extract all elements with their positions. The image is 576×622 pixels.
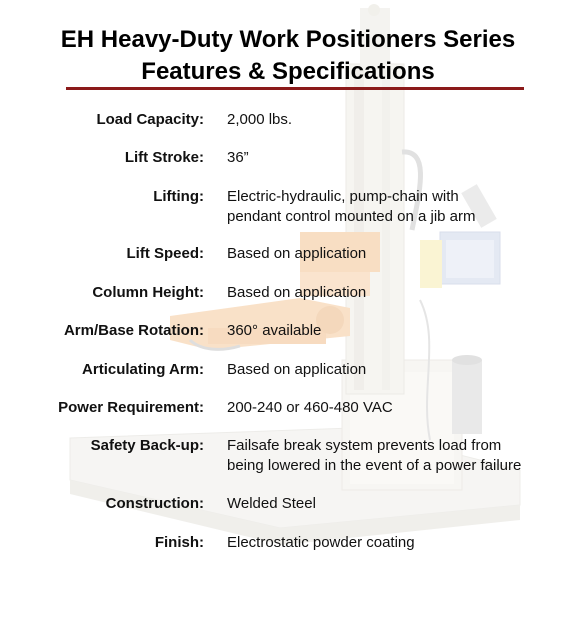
spec-value: [227, 148, 572, 168]
spec-value-line: 36”: [227, 149, 249, 166]
spec-value-line: 2,000 lbs.: [227, 111, 293, 128]
spec-value-line: Based on application: [227, 361, 367, 378]
page-title-line2: Features & Specifications: [141, 58, 435, 85]
page-title-line1: EH Heavy-Duty Work Positioners Series: [60, 26, 516, 53]
spec-value-line: Electric-hydraulic, pump-chain with: [227, 188, 459, 205]
spec-value-line: Based on application: [227, 284, 367, 301]
spec-value: [227, 244, 572, 264]
spec-value-line: Welded Steel: [227, 495, 316, 512]
spec-value: [227, 398, 572, 418]
title-divider: [66, 87, 524, 90]
spec-value-line: 200-240 or 460-480 VAC: [227, 399, 393, 416]
spec-label: Articulating Arm:: [82, 361, 204, 378]
spec-label: Construction:: [105, 495, 204, 512]
spec-value-line: being lowered in the event of a power failure: [227, 457, 522, 474]
spec-value: [227, 494, 572, 514]
spec-label: Load Capacity:: [96, 111, 204, 128]
spec-value-line: Failsafe break system prevents load from: [227, 437, 502, 454]
spec-label: Lifting:: [153, 188, 204, 205]
spec-value: [227, 321, 572, 341]
spec-label: Power Requirement:: [58, 399, 204, 416]
spec-label: Arm/Base Rotation:: [63, 322, 204, 339]
spec-label: Lift Stroke:: [124, 149, 204, 166]
spec-value-line: Based on application: [227, 245, 367, 262]
spec-value: [227, 110, 572, 130]
spec-value-line: 360° available: [227, 322, 322, 339]
spec-value: [227, 360, 572, 380]
spec-value-line: Electrostatic powder coating: [227, 534, 415, 551]
spec-label: Column Height:: [92, 284, 204, 301]
spec-value: [227, 533, 572, 553]
spec-label: Finish:: [154, 534, 204, 551]
spec-label: Safety Back-up:: [90, 437, 204, 454]
spec-value: [227, 187, 572, 227]
spec-label: Lift Speed:: [126, 245, 204, 262]
spec-value: [227, 283, 572, 303]
spec-value-line: pendant control mounted on a jib arm: [227, 208, 476, 225]
spec-value: [227, 436, 572, 476]
